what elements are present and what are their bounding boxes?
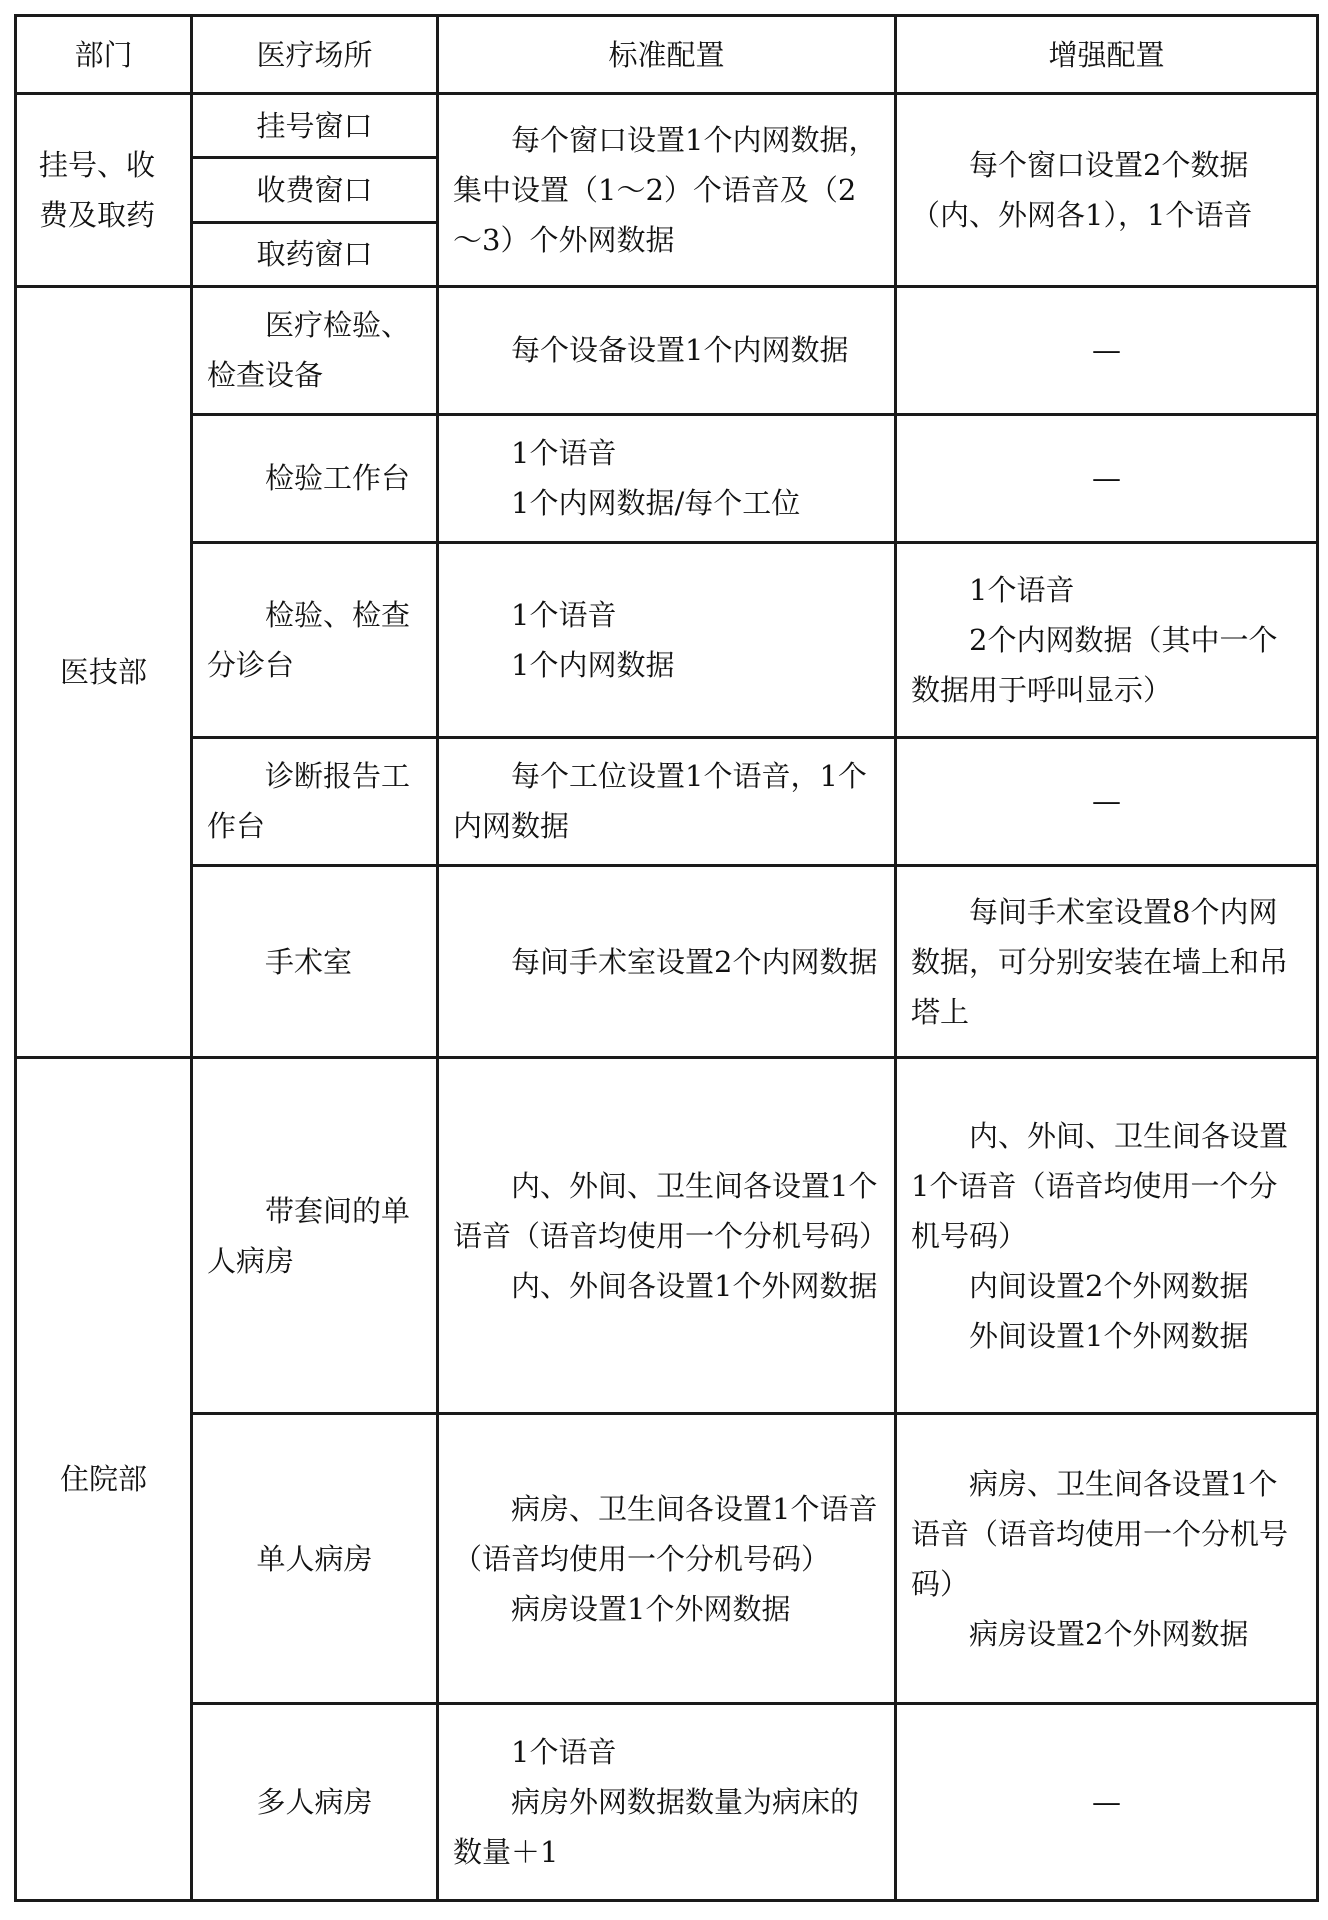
venue-registration-window: 挂号窗口 xyxy=(192,94,438,158)
inpatient-2-standard xyxy=(438,1703,896,1900)
medtech-4-standard: 每间手术室设置2个内网数据 xyxy=(438,865,896,1057)
standard-line: 1个语音 xyxy=(511,436,617,471)
venue-pharmacy-window: 取药窗口 xyxy=(192,222,438,286)
table-row xyxy=(16,1414,1318,1704)
configuration-table xyxy=(14,14,1319,1902)
header-venue: 医疗场所 xyxy=(192,16,438,94)
table-row xyxy=(16,1058,1318,1414)
enhanced-line: 病房设置2个外网数据 xyxy=(969,1616,1249,1651)
venue-triage-desk: 检验、检查分诊台 xyxy=(192,543,438,738)
standard-line: 内、外间、卫生间各设置1个语音（语音均使用一个分机号码） xyxy=(453,1168,889,1253)
venue-suite-single-ward: 带套间的单人病房 xyxy=(192,1058,438,1414)
standard-line: 1个语音 xyxy=(511,597,617,632)
venue-multi-bed-ward: 多人病房 xyxy=(192,1703,438,1900)
header-row xyxy=(16,16,1318,94)
enhanced-line: 内、外间、卫生间各设置1个语音（语音均使用一个分机号码） xyxy=(911,1118,1289,1253)
table-row xyxy=(16,414,1318,542)
inpatient-0-enhanced xyxy=(896,1058,1318,1414)
medtech-3-standard: 每个工位设置1个语音，1个内网数据 xyxy=(438,737,896,865)
table-row xyxy=(16,286,1318,414)
medtech-2-standard xyxy=(438,543,896,738)
standard-line: 病房、卫生间各设置1个语音（语音均使用一个分机号码） xyxy=(453,1491,878,1576)
inpatient-2-enhanced-empty: — xyxy=(896,1703,1318,1900)
medtech-2-enhanced xyxy=(896,543,1318,738)
standard-line: 1个内网数据/每个工位 xyxy=(511,486,801,521)
inpatient-1-standard xyxy=(438,1414,896,1704)
table-row xyxy=(16,865,1318,1057)
dept-registration: 挂号、收费及取药 xyxy=(16,94,192,286)
header-department: 部门 xyxy=(16,16,192,94)
enhanced-line: 2个内网数据（其中一个数据用于呼叫显示） xyxy=(911,622,1278,707)
reg-standard: 每个窗口设置1个内网数据，集中设置（1～2）个语音及（2～3）个外网数据 xyxy=(438,94,896,286)
standard-line: 内、外间各设置1个外网数据 xyxy=(511,1268,878,1303)
enhanced-line: 内间设置2个外网数据 xyxy=(969,1268,1249,1303)
venue-lab-equipment: 医疗检验、检查设备 xyxy=(192,286,438,414)
venue-lab-workbench: 检验工作台 xyxy=(192,414,438,542)
table-row xyxy=(16,94,1318,158)
enhanced-line: 1个语音 xyxy=(969,572,1075,607)
medtech-3-enhanced-empty: — xyxy=(896,737,1318,865)
inpatient-0-standard xyxy=(438,1058,896,1414)
standard-line: 病房外网数据数量为病床的数量＋1 xyxy=(453,1784,860,1869)
inpatient-1-enhanced xyxy=(896,1414,1318,1704)
medtech-1-standard xyxy=(438,414,896,542)
enhanced-line: 外间设置1个外网数据 xyxy=(969,1318,1249,1353)
reg-enhanced: 每个窗口设置2个数据（内、外网各1），1个语音 xyxy=(896,94,1318,286)
medtech-0-standard: 每个设备设置1个内网数据 xyxy=(438,286,896,414)
enhanced-line: 病房、卫生间各设置1个语音（语音均使用一个分机号码） xyxy=(911,1466,1289,1601)
medtech-1-enhanced-empty: — xyxy=(896,414,1318,542)
venue-operating-room: 手术室 xyxy=(192,865,438,1057)
header-standard: 标准配置 xyxy=(438,16,896,94)
table-row xyxy=(16,543,1318,738)
header-enhanced: 增强配置 xyxy=(896,16,1318,94)
medtech-4-enhanced: 每间手术室设置8个内网数据，可分别安装在墙上和吊塔上 xyxy=(896,865,1318,1057)
standard-line: 病房设置1个外网数据 xyxy=(511,1591,791,1626)
standard-line: 1个语音 xyxy=(511,1734,617,1769)
venue-single-ward: 单人病房 xyxy=(192,1414,438,1704)
dept-medtech: 医技部 xyxy=(16,286,192,1058)
medtech-0-enhanced-empty: — xyxy=(896,286,1318,414)
table-row xyxy=(16,1703,1318,1900)
standard-line: 1个内网数据 xyxy=(511,647,675,682)
venue-diagnosis-workbench: 诊断报告工作台 xyxy=(192,737,438,865)
venue-billing-window: 收费窗口 xyxy=(192,158,438,222)
table-row xyxy=(16,737,1318,865)
dept-inpatient: 住院部 xyxy=(16,1058,192,1901)
